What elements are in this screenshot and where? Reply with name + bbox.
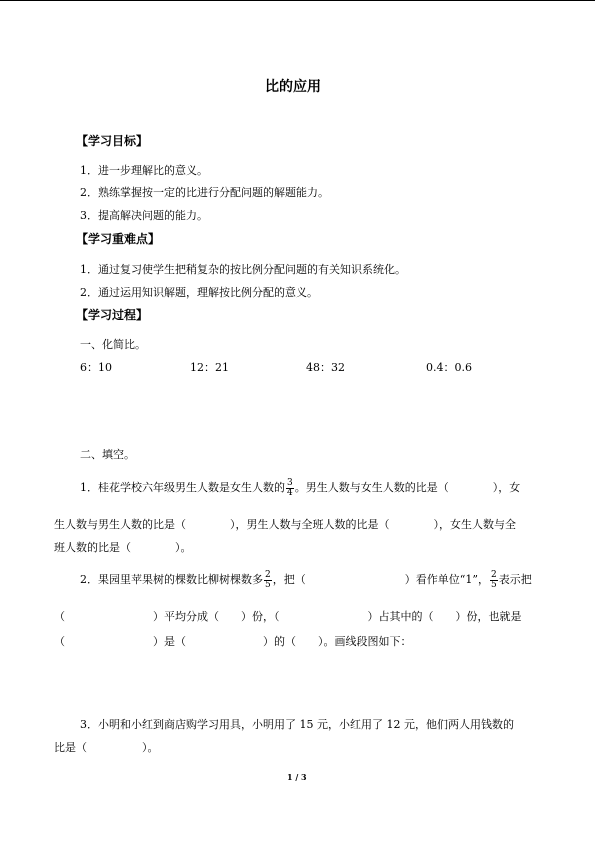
fraction-two-fifths: $\frac{2}{5}$	[490, 569, 497, 590]
ratio-item: 0.4：0.6	[426, 361, 472, 374]
page-title: 比的应用	[265, 79, 321, 95]
q1-line3: 班人数的比是（ ）。	[54, 541, 192, 554]
key-point-item: 2．通过运用知识解题，理解按比例分配的意义。	[80, 286, 318, 299]
q2-text: ，把（ ）看作单位“1”，	[272, 573, 489, 586]
page-number: 1 / 3	[287, 772, 307, 782]
q1-text: 。男生人数与女生人数的比是（ ），女	[294, 481, 521, 494]
q2-text: 2．果园里苹果树的棵数比柳树棵数多	[80, 573, 263, 586]
part1-heading: 一、化简比。	[80, 338, 146, 351]
part2-heading: 二、填空。	[80, 448, 135, 461]
section-heading-key-points: 【学习重难点】	[76, 232, 161, 246]
goal-item: 1．进一步理解比的意义。	[80, 164, 208, 177]
fraction-three-quarters: $\frac{3}{4}$	[287, 477, 293, 498]
goal-item: 2．熟练掌握按一定的比进行分配问题的解题能力。	[80, 186, 329, 199]
key-point-item: 1．通过复习使学生把稍复杂的按比例分配问题的有关知识系统化。	[80, 263, 406, 276]
q1-line2: 生人数与男生人数的比是（ ），男生人数与全班人数的比是（ ），女生人数与全	[54, 518, 516, 531]
q3-line1: 3．小明和小红到商店购学习用具，小明用了 15 元，小红用了 12 元，他们两人用钱数的	[80, 718, 514, 731]
q2-line2: （ ）平均分成（ ）份，（ ）占其中的（ ）份，也就是	[54, 610, 522, 623]
q1-text: 1．桂花学校六年级男生人数是女生人数的	[80, 481, 285, 494]
fraction-two-fifths: $\frac{2}{5}$	[265, 569, 271, 590]
ratio-item: 6：10	[80, 361, 112, 374]
q3-line2: 比是（ ）。	[54, 741, 159, 754]
ratio-item: 48：32	[306, 361, 345, 374]
ratio-item: 12：21	[190, 361, 229, 374]
q2-line3: （ ）是（ ）的（ ）。画线段图如下：	[54, 635, 412, 648]
q1-line1	[80, 476, 520, 500]
header-rule	[0, 0, 595, 1]
section-heading-goals: 【学习目标】	[76, 134, 149, 148]
goal-item: 3．提高解决问题的能力。	[80, 209, 208, 222]
section-heading-process: 【学习过程】	[76, 308, 149, 322]
q2-text: 表示把	[498, 573, 532, 586]
q2-line1	[80, 568, 532, 592]
